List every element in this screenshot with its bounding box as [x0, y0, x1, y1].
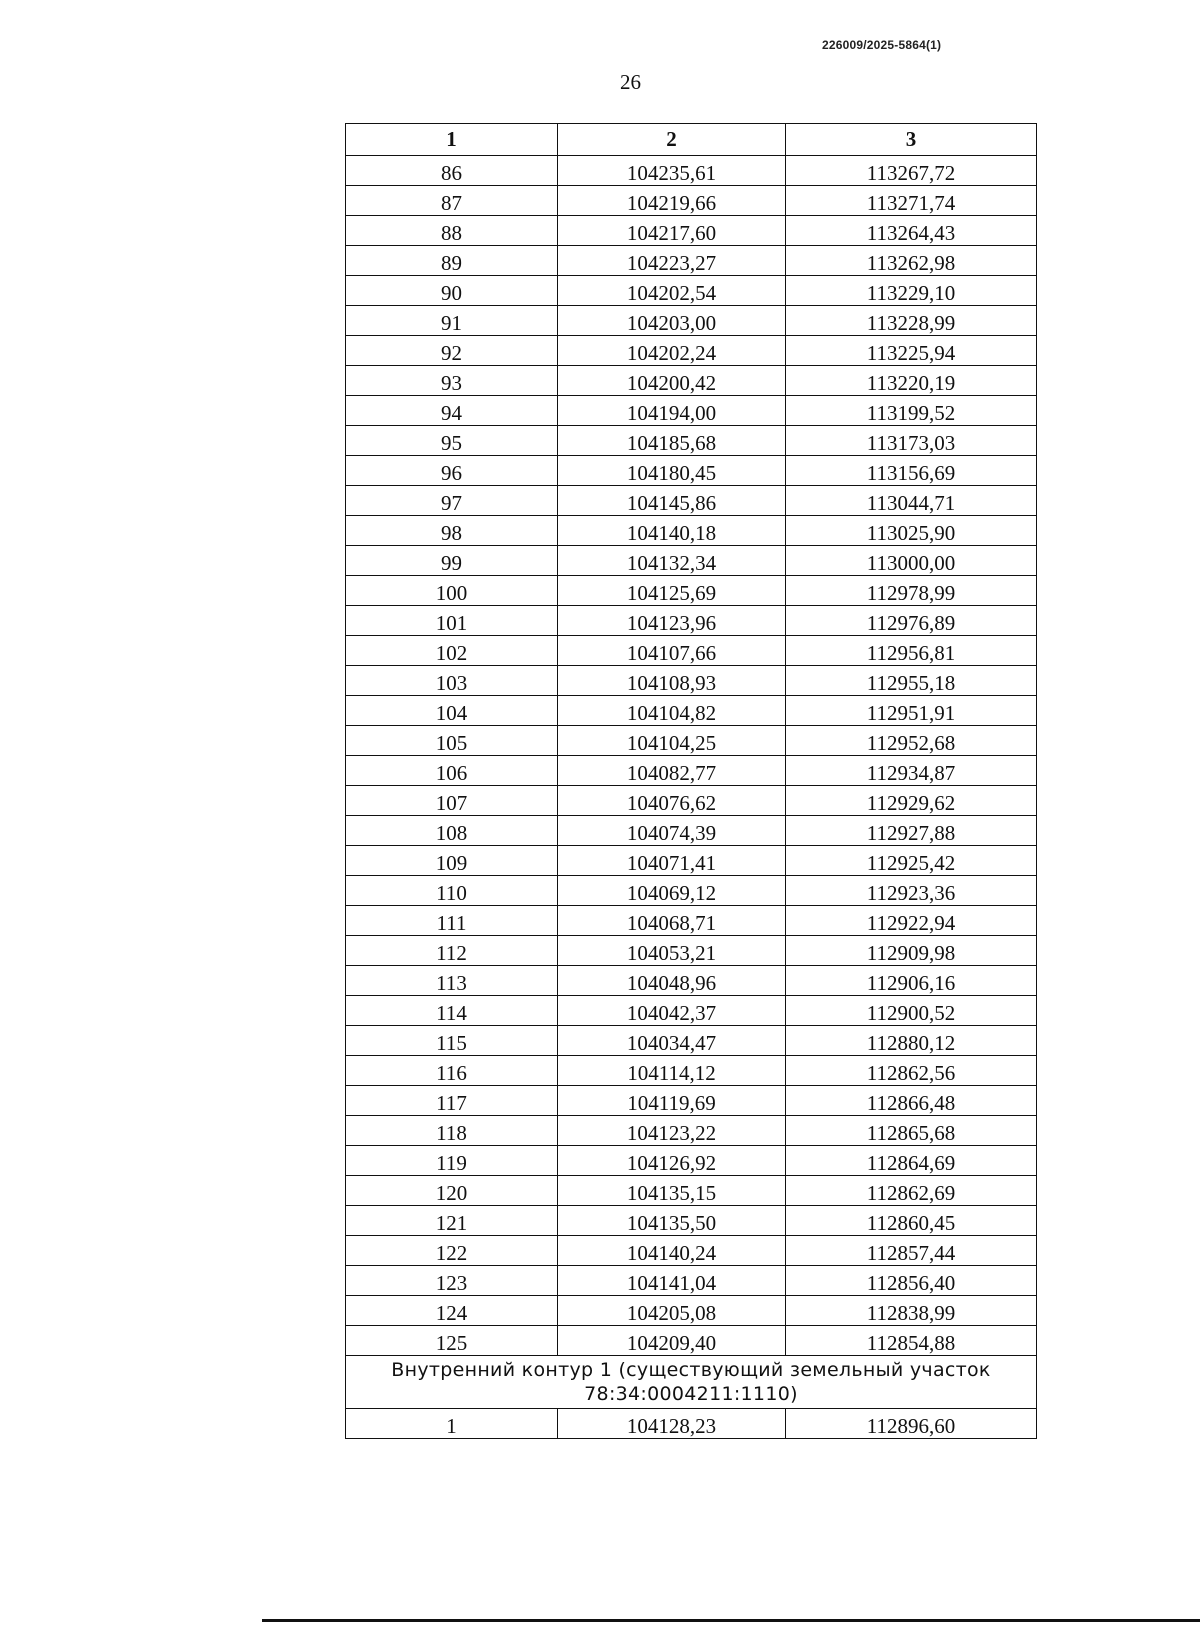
y-coordinate-cell: 112922,94 [786, 906, 1037, 936]
table-row [346, 1326, 1037, 1356]
table-row [346, 1296, 1037, 1326]
point-number-cell: 115 [346, 1026, 558, 1056]
table-row [346, 576, 1037, 606]
x-coordinate-cell: 104082,77 [558, 756, 786, 786]
x-coordinate-cell: 104180,45 [558, 456, 786, 486]
y-coordinate-cell: 112978,99 [786, 576, 1037, 606]
point-number-cell: 90 [346, 276, 558, 306]
point-number-cell: 117 [346, 1086, 558, 1116]
y-coordinate-cell: 112925,42 [786, 846, 1037, 876]
table-row [346, 1146, 1037, 1176]
y-coordinate-cell: 113000,00 [786, 546, 1037, 576]
y-coordinate-cell: 112866,48 [786, 1086, 1037, 1116]
table-row [346, 1056, 1037, 1086]
y-coordinate-cell: 113156,69 [786, 456, 1037, 486]
column-header: 1 [346, 124, 558, 156]
x-coordinate-cell: 104034,47 [558, 1026, 786, 1056]
x-coordinate-cell: 104126,92 [558, 1146, 786, 1176]
y-coordinate-cell: 112864,69 [786, 1146, 1037, 1176]
table-row [346, 1116, 1037, 1146]
table-row [346, 846, 1037, 876]
point-number-cell: 116 [346, 1056, 558, 1086]
x-coordinate-cell: 104200,42 [558, 366, 786, 396]
section-title-line: Внутренний контур 1 (существующий земельный участок [391, 1359, 991, 1381]
point-number-cell: 122 [346, 1236, 558, 1266]
table-row [346, 426, 1037, 456]
x-coordinate-cell: 104123,96 [558, 606, 786, 636]
x-coordinate-cell: 104202,54 [558, 276, 786, 306]
y-coordinate-cell: 113271,74 [786, 186, 1037, 216]
point-number-cell: 112 [346, 936, 558, 966]
point-number-cell: 110 [346, 876, 558, 906]
x-coordinate-cell: 104135,50 [558, 1206, 786, 1236]
x-coordinate-cell: 104219,66 [558, 186, 786, 216]
point-number-cell: 107 [346, 786, 558, 816]
x-coordinate-cell: 104202,24 [558, 336, 786, 366]
y-coordinate-cell: 112906,16 [786, 966, 1037, 996]
x-coordinate-cell: 104128,23 [558, 1409, 786, 1439]
y-coordinate-cell: 112955,18 [786, 666, 1037, 696]
y-coordinate-cell: 113025,90 [786, 516, 1037, 546]
table-row [346, 1086, 1037, 1116]
table-row [346, 336, 1037, 366]
table-row [346, 966, 1037, 996]
table-row [346, 636, 1037, 666]
table-row [346, 816, 1037, 846]
point-number-cell: 98 [346, 516, 558, 546]
y-coordinate-cell: 112860,45 [786, 1206, 1037, 1236]
x-coordinate-cell: 104194,00 [558, 396, 786, 426]
point-number-cell: 114 [346, 996, 558, 1026]
table-row [346, 936, 1037, 966]
y-coordinate-cell: 112909,98 [786, 936, 1037, 966]
table-body [346, 156, 1037, 1356]
y-coordinate-cell: 112934,87 [786, 756, 1037, 786]
x-coordinate-cell: 104053,21 [558, 936, 786, 966]
table-row [346, 456, 1037, 486]
point-number-cell: 97 [346, 486, 558, 516]
y-coordinate-cell: 112862,56 [786, 1056, 1037, 1086]
x-coordinate-cell: 104048,96 [558, 966, 786, 996]
point-number-cell: 101 [346, 606, 558, 636]
point-number-cell: 1 [346, 1409, 558, 1439]
y-coordinate-cell: 113225,94 [786, 336, 1037, 366]
point-number-cell: 99 [346, 546, 558, 576]
point-number-cell: 104 [346, 696, 558, 726]
y-coordinate-cell: 112923,36 [786, 876, 1037, 906]
section-table-body [346, 1409, 1037, 1439]
y-coordinate-cell: 112927,88 [786, 816, 1037, 846]
x-coordinate-cell: 104235,61 [558, 156, 786, 186]
point-number-cell: 93 [346, 366, 558, 396]
table-header-row [346, 124, 1037, 156]
x-coordinate-cell: 104108,93 [558, 666, 786, 696]
table-row [346, 366, 1037, 396]
point-number-cell: 121 [346, 1206, 558, 1236]
y-coordinate-cell: 112900,52 [786, 996, 1037, 1026]
point-number-cell: 88 [346, 216, 558, 246]
table-row [346, 246, 1037, 276]
page-bottom-border [262, 1619, 1200, 1622]
point-number-cell: 113 [346, 966, 558, 996]
x-coordinate-cell: 104140,24 [558, 1236, 786, 1266]
y-coordinate-cell: 112956,81 [786, 636, 1037, 666]
section-title-line: 78:34:0004211:1110) [584, 1383, 798, 1405]
x-coordinate-cell: 104123,22 [558, 1116, 786, 1146]
table-row [346, 276, 1037, 306]
x-coordinate-cell: 104074,39 [558, 816, 786, 846]
y-coordinate-cell: 113229,10 [786, 276, 1037, 306]
point-number-cell: 87 [346, 186, 558, 216]
y-coordinate-cell: 113262,98 [786, 246, 1037, 276]
table-row [346, 696, 1037, 726]
y-coordinate-cell: 112952,68 [786, 726, 1037, 756]
y-coordinate-cell: 112929,62 [786, 786, 1037, 816]
table-row [346, 1176, 1037, 1206]
y-coordinate-cell: 112865,68 [786, 1116, 1037, 1146]
y-coordinate-cell: 112838,99 [786, 1296, 1037, 1326]
y-coordinate-cell: 112951,91 [786, 696, 1037, 726]
table-row [346, 606, 1037, 636]
table-row [346, 1266, 1037, 1296]
x-coordinate-cell: 104135,15 [558, 1176, 786, 1206]
x-coordinate-cell: 104114,12 [558, 1056, 786, 1086]
table-row [346, 1236, 1037, 1266]
x-coordinate-cell: 104104,25 [558, 726, 786, 756]
y-coordinate-cell: 112854,88 [786, 1326, 1037, 1356]
table-row [346, 546, 1037, 576]
table-row [346, 786, 1037, 816]
table-row [346, 396, 1037, 426]
x-coordinate-cell: 104076,62 [558, 786, 786, 816]
x-coordinate-cell: 104185,68 [558, 426, 786, 456]
x-coordinate-cell: 104223,27 [558, 246, 786, 276]
table-row [346, 1026, 1037, 1056]
point-number-cell: 119 [346, 1146, 558, 1176]
x-coordinate-cell: 104132,34 [558, 546, 786, 576]
page-number: 26 [620, 70, 641, 94]
section-title-row [346, 1356, 1037, 1409]
table-row [346, 876, 1037, 906]
point-number-cell: 106 [346, 756, 558, 786]
point-number-cell: 120 [346, 1176, 558, 1206]
point-number-cell: 96 [346, 456, 558, 486]
table-row [346, 186, 1037, 216]
x-coordinate-cell: 104205,08 [558, 1296, 786, 1326]
x-coordinate-cell: 104068,71 [558, 906, 786, 936]
y-coordinate-cell: 113044,71 [786, 486, 1037, 516]
y-coordinate-cell: 113173,03 [786, 426, 1037, 456]
y-coordinate-cell: 112857,44 [786, 1236, 1037, 1266]
point-number-cell: 109 [346, 846, 558, 876]
table-row [346, 726, 1037, 756]
x-coordinate-cell: 104069,12 [558, 876, 786, 906]
table-row [346, 996, 1037, 1026]
point-number-cell: 95 [346, 426, 558, 456]
y-coordinate-cell: 113264,43 [786, 216, 1037, 246]
coordinates-table [345, 123, 1037, 1439]
y-coordinate-cell: 113199,52 [786, 396, 1037, 426]
y-coordinate-cell: 112976,89 [786, 606, 1037, 636]
x-coordinate-cell: 104140,18 [558, 516, 786, 546]
table-row [346, 756, 1037, 786]
y-coordinate-cell: 112880,12 [786, 1026, 1037, 1056]
table-row [346, 516, 1037, 546]
x-coordinate-cell: 104125,69 [558, 576, 786, 606]
point-number-cell: 86 [346, 156, 558, 186]
point-number-cell: 108 [346, 816, 558, 846]
point-number-cell: 118 [346, 1116, 558, 1146]
y-coordinate-cell: 113228,99 [786, 306, 1037, 336]
table-row [346, 666, 1037, 696]
point-number-cell: 105 [346, 726, 558, 756]
point-number-cell: 102 [346, 636, 558, 666]
point-number-cell: 124 [346, 1296, 558, 1326]
x-coordinate-cell: 104141,04 [558, 1266, 786, 1296]
point-number-cell: 92 [346, 336, 558, 366]
point-number-cell: 94 [346, 396, 558, 426]
y-coordinate-cell: 113267,72 [786, 156, 1037, 186]
column-header: 3 [786, 124, 1037, 156]
x-coordinate-cell: 104145,86 [558, 486, 786, 516]
point-number-cell: 123 [346, 1266, 558, 1296]
section-title [346, 1356, 1037, 1409]
table-row [346, 1206, 1037, 1236]
x-coordinate-cell: 104217,60 [558, 216, 786, 246]
x-coordinate-cell: 104104,82 [558, 696, 786, 726]
table-row [346, 1409, 1037, 1439]
x-coordinate-cell: 104071,41 [558, 846, 786, 876]
point-number-cell: 100 [346, 576, 558, 606]
x-coordinate-cell: 104209,40 [558, 1326, 786, 1356]
y-coordinate-cell: 112856,40 [786, 1266, 1037, 1296]
point-number-cell: 125 [346, 1326, 558, 1356]
y-coordinate-cell: 112896,60 [786, 1409, 1037, 1439]
point-number-cell: 103 [346, 666, 558, 696]
point-number-cell: 111 [346, 906, 558, 936]
y-coordinate-cell: 113220,19 [786, 366, 1037, 396]
document-number: 226009/2025-5864(1) [822, 38, 942, 52]
x-coordinate-cell: 104119,69 [558, 1086, 786, 1116]
column-header: 2 [558, 124, 786, 156]
table-row [346, 306, 1037, 336]
x-coordinate-cell: 104107,66 [558, 636, 786, 666]
table-row [346, 216, 1037, 246]
table-row [346, 156, 1037, 186]
point-number-cell: 89 [346, 246, 558, 276]
point-number-cell: 91 [346, 306, 558, 336]
x-coordinate-cell: 104203,00 [558, 306, 786, 336]
x-coordinate-cell: 104042,37 [558, 996, 786, 1026]
y-coordinate-cell: 112862,69 [786, 1176, 1037, 1206]
table-row [346, 906, 1037, 936]
table-row [346, 486, 1037, 516]
